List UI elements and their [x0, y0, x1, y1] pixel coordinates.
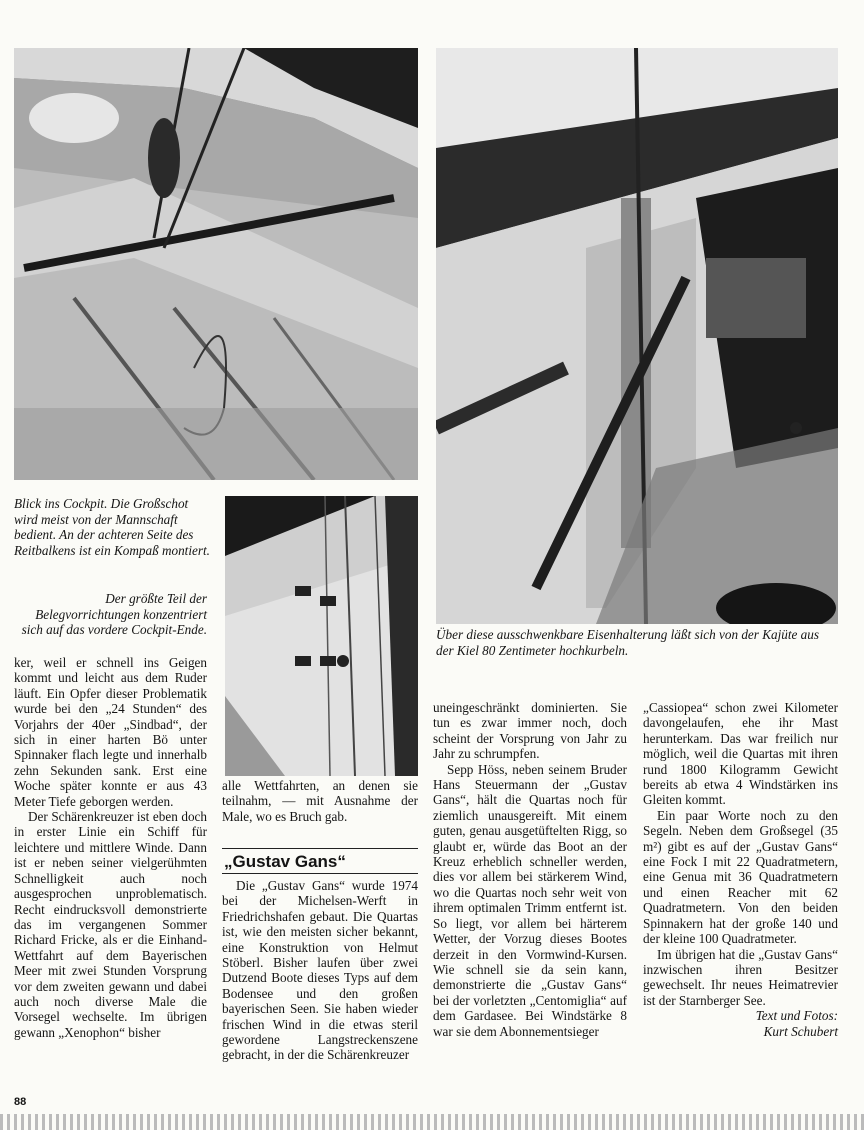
kiel-caption: Über diese ausschwenkbare Eisenhalterung läßt sich von der Kajüte aus der Kiel 80 Zentimeter hochkurbeln.	[436, 627, 819, 658]
belegvorrichtungen-caption: Der größte Teil der Belegvorrichtungen konzentriert sich auf das vordere Cockpit-Ende.	[21, 591, 207, 638]
photo-credit-author: Kurt Schubert	[763, 1023, 838, 1039]
photo-credit-label: Text und Fotos:	[755, 1008, 838, 1024]
page-number: 88	[14, 1096, 27, 1108]
paragraph: Der Schärenkreuzer ist eben doch in erster Linie ein Schiff für leichtere und mittlere Winde. Dann ist er neben seiner vielgerühmten Schnelligkeit auch noch ausgesprochen unproblematisch. Recht eindrucksvoll demonstrierte das im vergangenen Sommer Richard Fricke, als er die Einhand-Wettfahrt auf dem Bayerischen Meer mit zwei Stunden Vorsprung vor dem zweiten gewann und dabei auch noch diverse Male die Vorsegel wechselte. Im übrigen gewann „Xenophon“ bisher	[14, 809, 207, 1040]
heading-rule-bottom	[222, 873, 418, 874]
column-2	[222, 778, 418, 824]
cockpit-caption: Blick ins Cockpit. Die Großschot wird meist von der Mannschaft bedient. An der achteren Seite des Reitbalkens ist ein Kompaß montiert.	[14, 496, 210, 558]
paragraph: Im übrigen hat die „Gustav Gans“ inzwischen ihren Besitzer gewechselt. Ihr neues Heimatrevier ist der Starnberger See.	[643, 946, 838, 1008]
column-2-body	[222, 878, 418, 1063]
column-3	[433, 700, 627, 1039]
paragraph: „Cassiopea“ schon zwei Kilometer davongelaufen, ehe ihr Mast herunterkam. Das war freilich nur möglich, weil die Quartas mit ihren rund 1800 Kilogramm Gewicht bereits ab etwa 4 Windstärken ins Gleiten kommt.	[643, 700, 838, 808]
paragraph: Sepp Höss, neben seinem Bruder Hans Steuermann der „Gustav Gans“, hält die Quartas noch für ziemlich unausgereift. Mit einem guten, genau ausgetüftelten Rigg, so glaubt er, würde das Boot an der Kreuz erheblich schneller werden, dies vor allem bei stärkerem Wind, wo die Quartas noch sehr weit von ihrem optimalen Trimm entfernt ist. So liegt, vor allem bei härterem Wetter, der Vorzug dieses Bootes derzeit in den Vormwind-Kursen. Wie schnell sie da sein kann, demonstrierte die „Gustav Gans“ bei der vorletzten „Centomiglia“ auf dem Gardasee. Bei Windstärke 8 war sie dem Abonnementsieger	[433, 761, 627, 1039]
page-edge-shadow	[0, 1114, 864, 1130]
column-1	[14, 655, 207, 1040]
heading-rule-top	[222, 848, 418, 849]
column-4	[643, 700, 838, 1039]
paragraph: Ein paar Worte noch zu den Segeln. Neben dem Großsegel (35 m²) gibt es auf der „Gustav Gans“ eine Fock I mit 22 Quadratmetern, eine Genua mit 36 Quadratmetern und einen Reacher mit 62 Quadratmetern. Von den beiden Spinnakern hat der große 140 und der kleine 100 Quadratmeter.	[643, 807, 838, 947]
paragraph: uneingeschränkt dominierten. Sie tun es zwar immer noch, doch scheint der Vorsprung von Jahr zu Jahr zu schrumpfen.	[433, 700, 627, 762]
paragraph: Die „Gustav Gans“ wurde 1974 bei der Michelsen-Werft in Friedrichshafen gebaut. Die Quartas ist, wie den meisten sicher bekannt, eine Konstruktion von Helmut Stöberl. Bisher laufen über zwei Dutzend Boote dieses Typs auf dem Bodensee und den großen bayerischen Seen. Sie haben wieder frischen Wind in die etwas steril gewordene Langstreckenszene gebracht, in der die Schärenkreuzer	[222, 878, 418, 1063]
cockpit-photo	[14, 48, 418, 480]
paragraph: ker, weil er schnell ins Geigen kommt und leicht aus dem Ruder läuft. Ein Opfer dieser Problematik wurde bei den „24 Stunden“ des Vorjahrs der 40er „Sindbad“, der sich in einer harten Bö unter Spinnaker flach legte und innerhalb zehn Sekunden sank. Erst eine Woche später konnte er aus 43 Meter Tiefe geborgen werden.	[14, 655, 207, 809]
rigging-photo	[225, 496, 418, 776]
paragraph: alle Wettfahrten, an denen sie teilnahm, — mit Ausnahme der Male, wo es Bruch gab.	[222, 778, 418, 824]
section-heading: „Gustav Gans“	[224, 852, 346, 871]
kiel-bracket-photo	[436, 48, 838, 624]
